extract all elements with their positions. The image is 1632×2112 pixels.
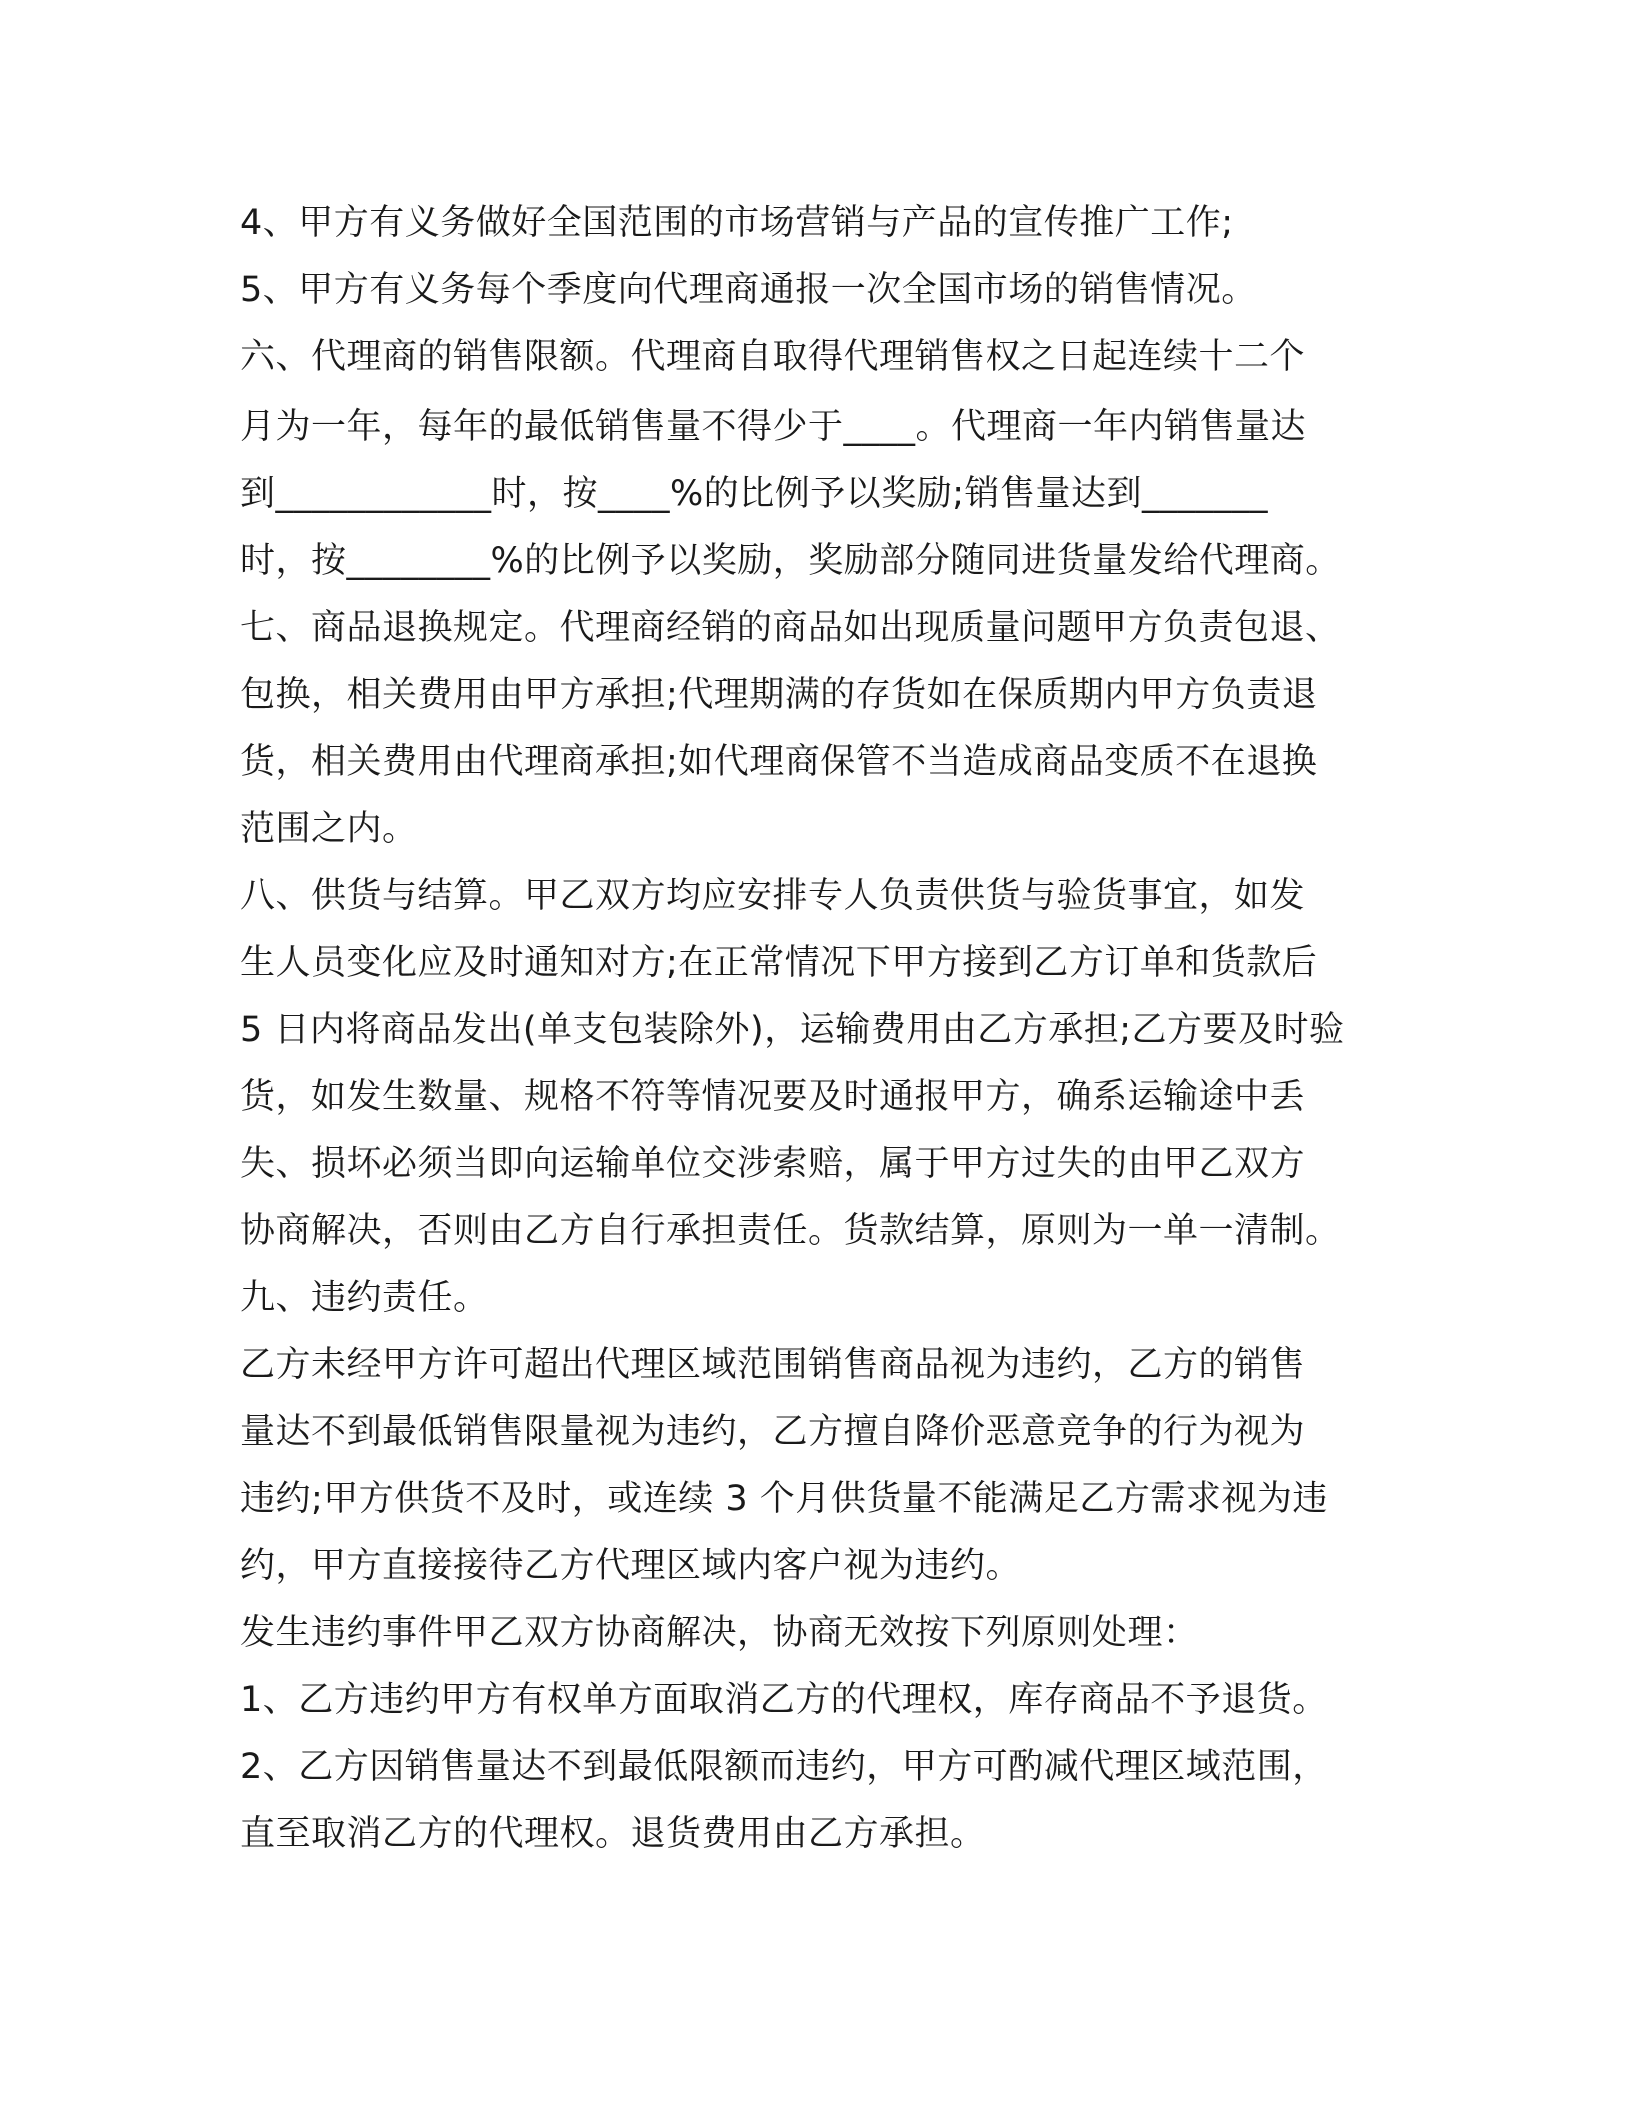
text-line: 到____________时，按____%的比例予以奖励;销售量达到_______	[240, 474, 1269, 514]
text-line: 发生违约事件甲乙双方协商解决，协商无效按下列原则处理：	[240, 1613, 1199, 1653]
text-line: 1、乙方违约甲方有权单方面取消乙方的代理权，库存商品不予退货。	[240, 1680, 1328, 1720]
text-line: 5、甲方有义务每个季度向代理商通报一次全国市场的销售情况。	[240, 270, 1257, 310]
text-line: 约，甲方直接接待乙方代理区域内客户视为违约。	[240, 1546, 1022, 1586]
text-line: 量达不到最低销售限量视为违约，乙方擅自降价恶意竞争的行为视为	[240, 1412, 1306, 1452]
text-line: 违约;甲方供货不及时，或连续 3 个月供货量不能满足乙方需求视为违	[240, 1479, 1328, 1519]
text-line: 5 日内将商品发出(单支包装除外)，运输费用由乙方承担;乙方要及时验	[240, 1010, 1345, 1050]
text-line: 乙方未经甲方许可超出代理区域范围销售商品视为违约，乙方的销售	[240, 1345, 1306, 1385]
text-line: 九、违约责任。	[240, 1278, 489, 1318]
text-line: 时，按________%的比例予以奖励，奖励部分随同进货量发给代理商。	[240, 541, 1341, 581]
text-line: 失、损坏必须当即向运输单位交涉索赔，属于甲方过失的由甲乙双方	[240, 1144, 1306, 1184]
text-line: 八、供货与结算。甲乙双方均应安排专人负责供货与验货事宜，如发	[240, 876, 1306, 916]
text-line: 包换，相关费用由甲方承担;代理期满的存货如在保质期内甲方负责退	[240, 675, 1318, 715]
text-line: 协商解决，否则由乙方自行承担责任。货款结算，原则为一单一清制。	[240, 1211, 1341, 1251]
text-line: 4、甲方有义务做好全国范围的市场营销与产品的宣传推广工作;	[240, 203, 1234, 243]
text-line: 月为一年，每年的最低销售量不得少于____。代理商一年内销售量达	[240, 407, 1307, 447]
document-body	[240, 190, 1420, 1868]
text-line: 货，如发生数量、规格不符等情况要及时通报甲方，确系运输途中丢	[240, 1077, 1306, 1117]
text-line: 货，相关费用由代理商承担;如代理商保管不当造成商品变质不在退换	[240, 742, 1318, 782]
text-line: 生人员变化应及时通知对方;在正常情况下甲方接到乙方订单和货款后	[240, 943, 1318, 983]
text-line: 六、代理商的销售限额。代理商自取得代理销售权之日起连续十二个	[240, 337, 1306, 377]
text-line: 2、乙方因销售量达不到最低限额而违约，甲方可酌减代理区域范围，	[240, 1747, 1328, 1787]
text-line: 七、商品退换规定。代理商经销的商品如出现质量问题甲方负责包退、	[240, 608, 1341, 648]
text-line: 范围之内。	[240, 809, 418, 849]
text-line: 直至取消乙方的代理权。退货费用由乙方承担。	[240, 1814, 986, 1854]
